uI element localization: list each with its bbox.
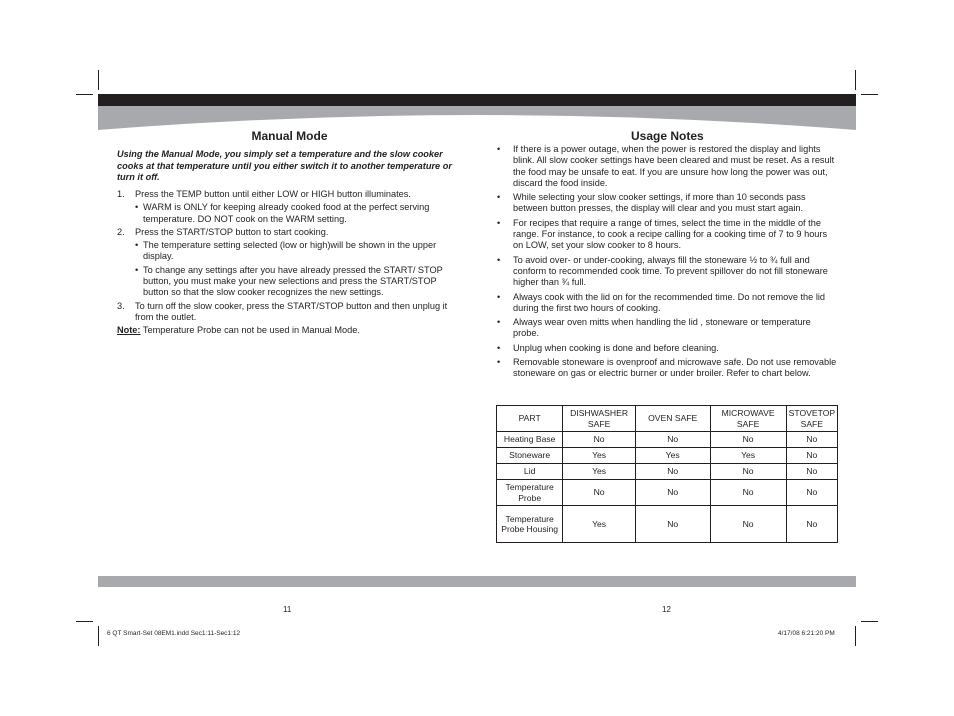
bullet-glyph: •: [135, 240, 139, 251]
table-row: [497, 432, 838, 448]
bullet-glyph: •: [135, 202, 139, 213]
table-cell: Heating Base: [497, 432, 563, 448]
bullet-glyph: •: [497, 254, 501, 265]
table-row: [497, 448, 838, 464]
manual-mode-heading: Manual Mode: [251, 129, 328, 143]
table-row: [497, 464, 838, 480]
table-cell: Temperature Probe Housing: [497, 506, 563, 543]
step-item: [117, 301, 462, 324]
table-cell: No: [786, 506, 837, 543]
crop-mark: [861, 94, 878, 95]
usage-note-text: For recipes that require a range of times, select the time in the middle of the range. For instance, to cook a recipe calling for a cooking time of 7 to 9 hours on LOW, set your slow cooker to 8 hours.: [513, 217, 828, 251]
list-item: [497, 292, 839, 315]
bullet-glyph: •: [135, 264, 139, 275]
crop-mark: [98, 70, 99, 90]
bullet-glyph: •: [497, 317, 501, 328]
step-bullet-text: WARM is ONLY for keeping already cooked food at the perfect serving temperature. DO NOT cook on the WARM setting.: [143, 202, 430, 224]
page-number-left: 11: [283, 605, 292, 614]
bullet-glyph: •: [497, 144, 501, 154]
list-item: [497, 192, 839, 215]
table-cell: Stoneware: [497, 448, 563, 464]
slug-file-info: 6 QT Smart-Set 08EM1.indd Sec1:11-Sec1:12: [107, 630, 241, 637]
table-header-cell: STOVETOP SAFE: [786, 406, 837, 432]
list-item: [497, 343, 839, 354]
step-number: 3.: [117, 300, 125, 311]
crop-mark: [855, 626, 856, 646]
slug-timestamp: 4/17/08 6:21:20 PM: [778, 630, 835, 637]
usage-note-text: Always wear oven mitts when handling the lid , stoneware or temperature probe.: [513, 317, 811, 339]
table-cell: Yes: [635, 448, 710, 464]
crop-mark: [855, 70, 856, 90]
step-number: 1.: [117, 189, 125, 199]
step-bullet-text: To change any settings after you have already pressed the START/ STOP button, you must make your new selections and press the START/STOP button so that the slow cooker recognizes the new settings.: [143, 264, 443, 298]
crop-mark: [76, 94, 93, 95]
manual-mode-note: [117, 325, 462, 336]
table-cell: Yes: [563, 464, 636, 480]
table-header-row: [497, 406, 838, 432]
table-cell: No: [635, 432, 710, 448]
table-cell: No: [635, 464, 710, 480]
step-text: Press the TEMP button until either LOW or HIGH button illuminates.: [135, 189, 411, 199]
bullet-glyph: •: [497, 291, 501, 302]
list-item: [497, 357, 839, 380]
step-number: 2.: [117, 226, 125, 237]
bullet-glyph: •: [497, 357, 501, 368]
usage-notes-heading: Usage Notes: [631, 129, 704, 143]
table-cell: No: [786, 432, 837, 448]
table-cell: No: [635, 480, 710, 506]
table-header-cell: PART: [497, 406, 563, 432]
usage-note-text: Removable stoneware is ovenproof and microwave safe. Do not use removable stoneware on gas or electric burner or under broiler. Refer to chart below.: [513, 357, 837, 379]
table-cell: No: [635, 506, 710, 543]
header-bar: [98, 94, 856, 106]
crop-mark: [861, 621, 878, 622]
table-cell: No: [710, 464, 786, 480]
table-row: [497, 480, 838, 506]
step-bullet: [117, 240, 462, 263]
table-cell: Yes: [563, 506, 636, 543]
usage-note-text: Always cook with the lid on for the recommended time. Do not remove the lid during the first two hours of cooking.: [513, 291, 826, 313]
table-cell: No: [563, 432, 636, 448]
list-item: [497, 255, 839, 289]
step-text: To turn off the slow cooker, press the START/STOP button and then unplug it from the outlet.: [135, 300, 448, 322]
usage-note-text: While selecting your slow cooker settings, if more than 10 seconds pass between button presses, the display will clear and you must start again.: [513, 192, 806, 214]
step-bullet: [117, 202, 462, 225]
bullet-glyph: •: [497, 217, 501, 228]
table-cell: No: [786, 448, 837, 464]
table-cell: No: [710, 432, 786, 448]
table-cell: Yes: [710, 448, 786, 464]
bullet-glyph: •: [497, 342, 501, 353]
table-row: [497, 506, 838, 543]
table-header-cell: DISHWASHER SAFE: [563, 406, 636, 432]
table-cell: Lid: [497, 464, 563, 480]
usage-note-text: If there is a power outage, when the power is restored the display and lights blink. All slow cooker settings have been cleared and must be reset. As a result the food may be unsafe to eat. If you are unsure how long the power was out, discard the food inside.: [513, 144, 835, 188]
table-header-cell: MICROWAVE SAFE: [710, 406, 786, 432]
step-item: [117, 227, 462, 238]
step-text: Press the START/STOP button to start cooking.: [135, 226, 329, 237]
usage-note-text: To avoid over- or under-cooking, always fill the stoneware ½ to ¾ full and conform to recommended cook time. To prevent spillover do not fill stoneware higher than ¾ full.: [513, 254, 828, 288]
bullet-glyph: •: [497, 192, 501, 203]
manual-mode-intro: Using the Manual Mode, you simply set a temperature and the slow cooker cooks at that temperature until you either switch it to another temperature or turn it off.: [117, 149, 452, 182]
list-item: [497, 218, 839, 252]
table-cell: No: [563, 480, 636, 506]
step-bullet: [117, 265, 462, 299]
table-cell: Temperature Probe: [497, 480, 563, 506]
page-number-right: 12: [662, 605, 671, 614]
usage-note-text: Unplug when cooking is done and before cleaning.: [513, 342, 719, 353]
table-cell: No: [786, 464, 837, 480]
table-header-cell: OVEN SAFE: [635, 406, 710, 432]
steps-list: [117, 189, 462, 337]
list-item: [497, 317, 839, 340]
table-cell: No: [710, 506, 786, 543]
crop-mark: [98, 626, 99, 646]
crop-mark: [76, 621, 93, 622]
footer-bar: [98, 576, 856, 587]
note-text: Temperature Probe can not be used in Manual Mode.: [140, 325, 360, 336]
table-cell: Yes: [563, 448, 636, 464]
safety-chart-table: [496, 405, 838, 543]
table-cell: No: [786, 480, 837, 506]
table-cell: No: [710, 480, 786, 506]
step-item: [117, 189, 462, 200]
step-bullet-text: The temperature setting selected (low or high)will be shown in the upper display.: [143, 240, 437, 262]
list-item: [497, 144, 839, 189]
usage-notes-list: [497, 144, 839, 383]
note-label: Note:: [117, 325, 141, 336]
